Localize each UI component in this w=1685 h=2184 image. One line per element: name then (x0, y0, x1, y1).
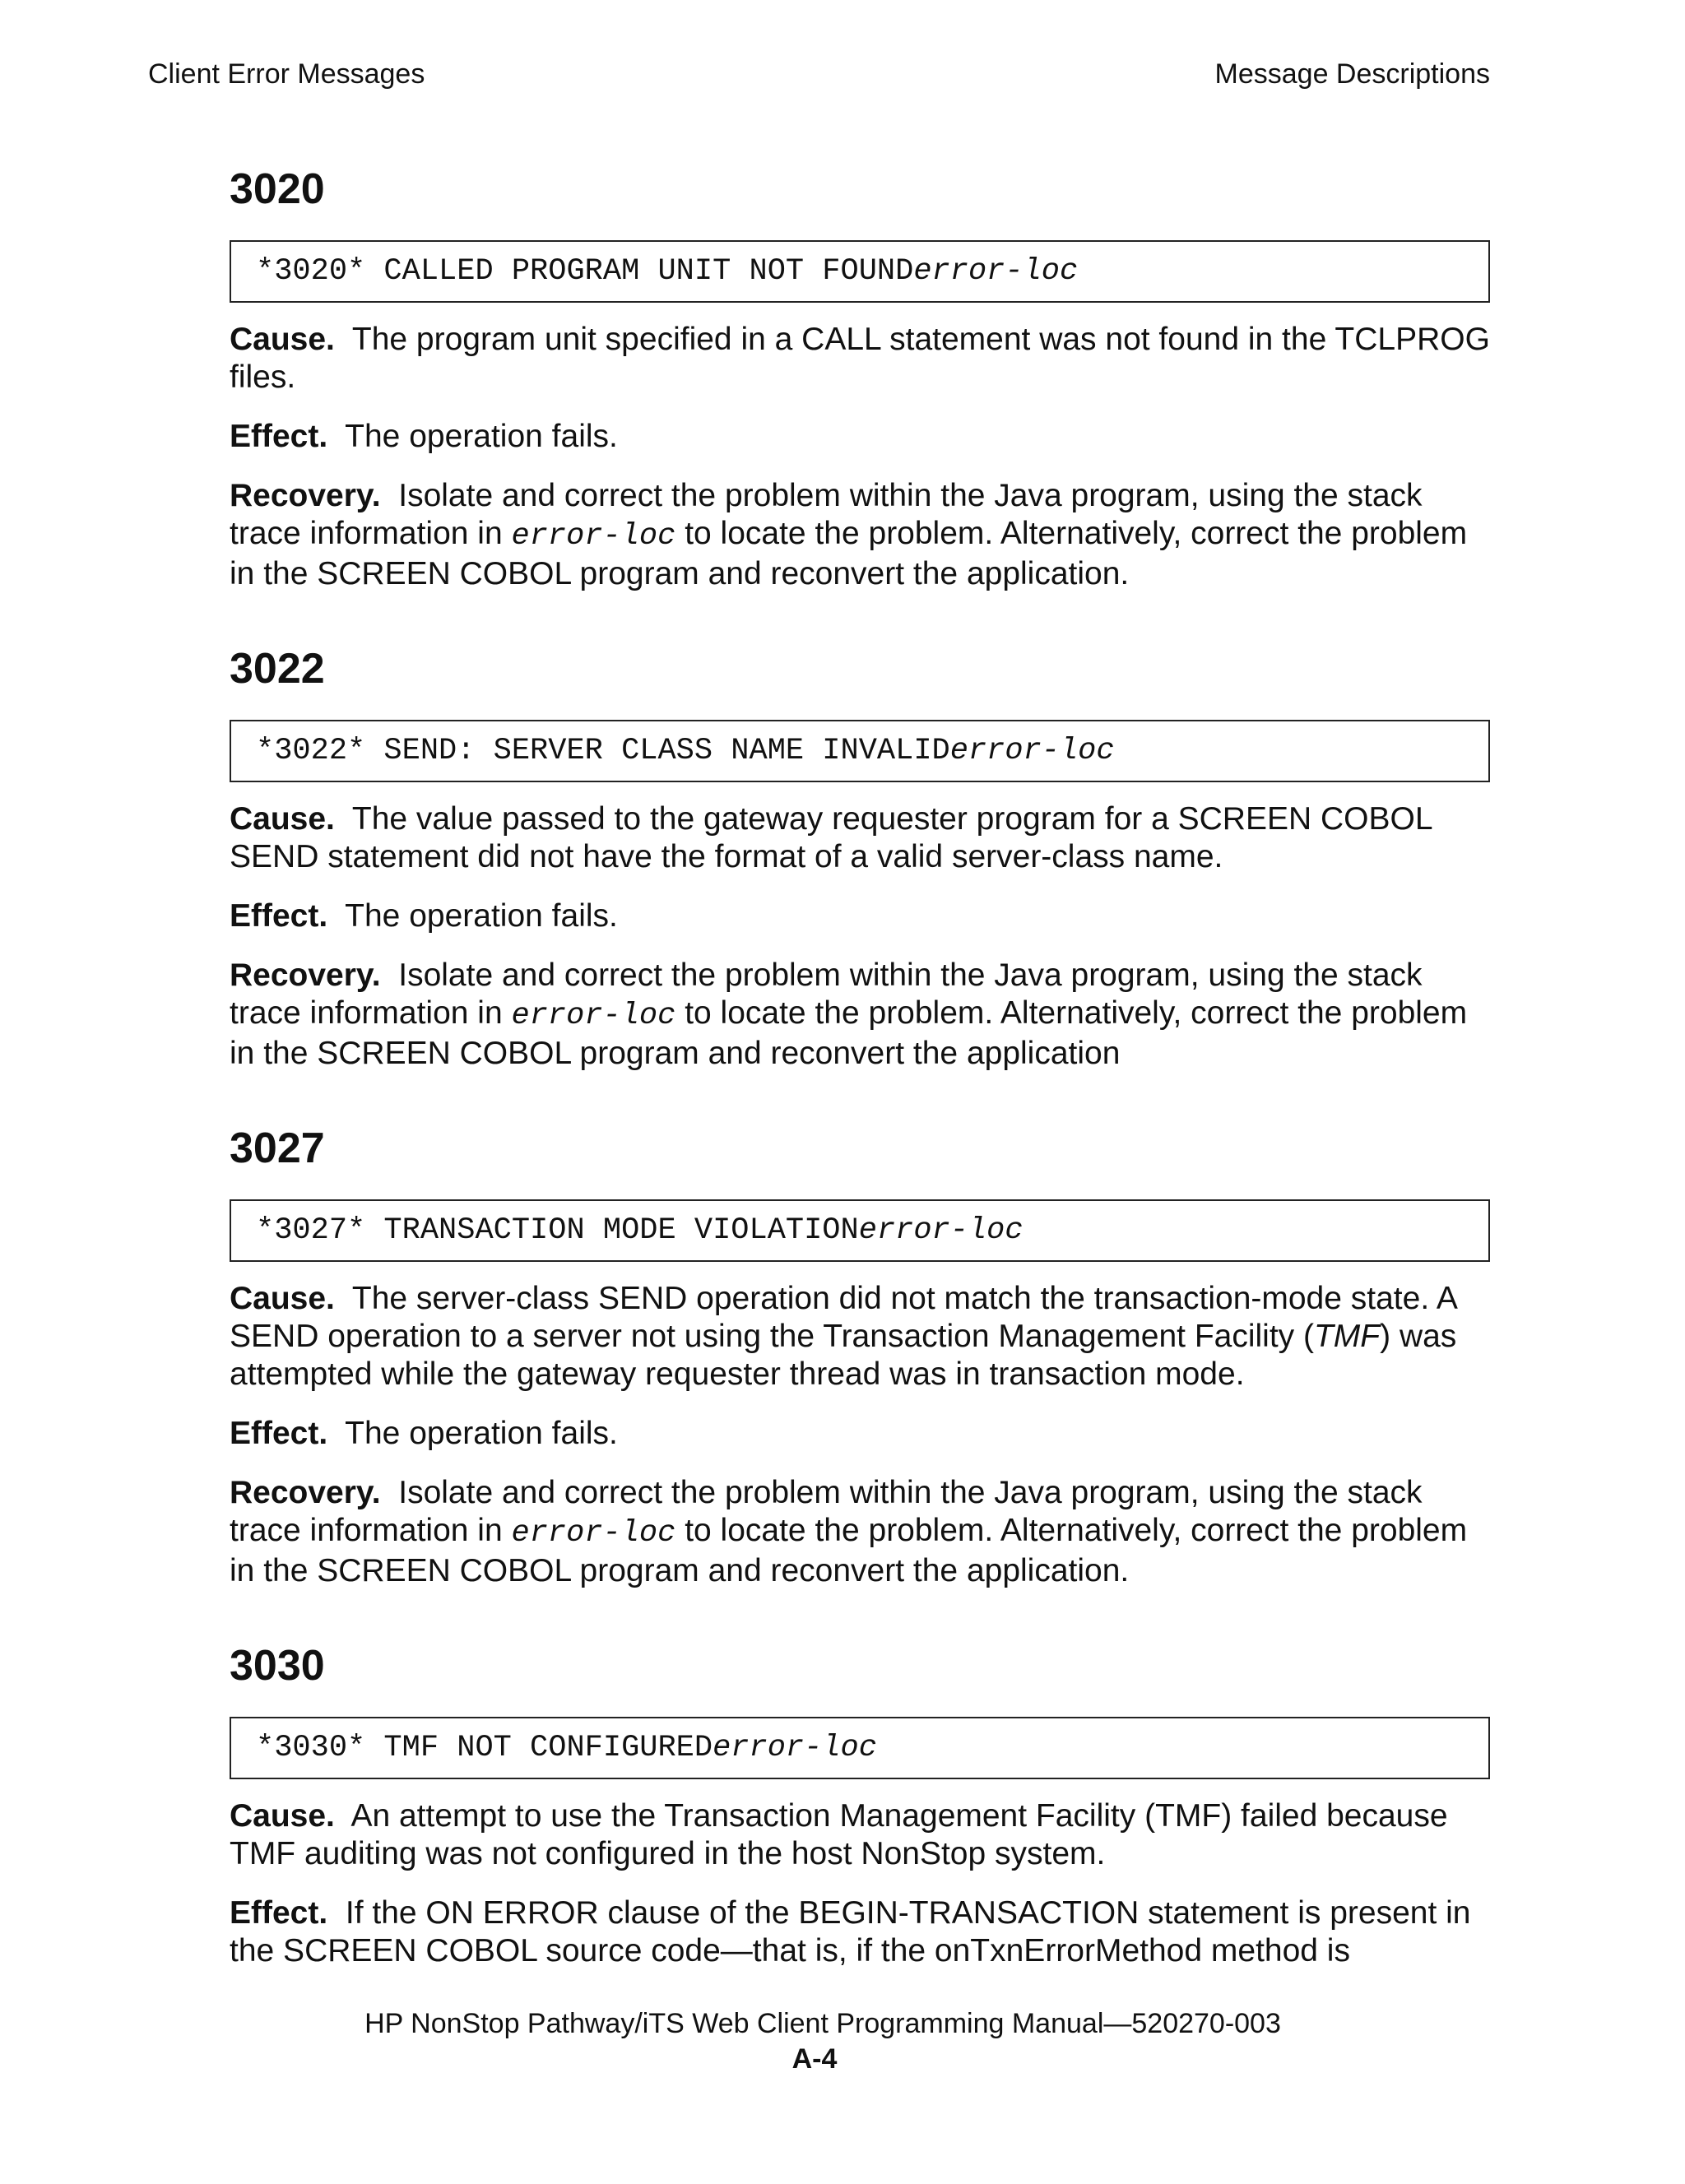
recovery-label: Recovery. (230, 958, 381, 993)
recovery-paragraph (230, 957, 1490, 1073)
cause-text: An attempt to use the Transaction Management Facility (TMF) failed because TMF auditing was not configured in the host NonStop system. (230, 1798, 1448, 1871)
cause-paragraph (230, 800, 1490, 876)
running-header-left: Client Error Messages (148, 58, 425, 90)
recovery-label: Recovery. (230, 1475, 381, 1510)
effect-paragraph (230, 1415, 1490, 1453)
message-code-text: *3022* SEND: SERVER CLASS NAME INVALID (256, 734, 950, 768)
recovery-paragraph (230, 477, 1490, 593)
cause-text-start: The server-class SEND operation did not match the transaction-mode state. A SEND operation to a server not using the Transaction Management Facility ( (230, 1281, 1456, 1354)
message-code-param: error-loc (913, 254, 1079, 289)
effect-text: If the ON ERROR clause of the BEGIN-TRANSACTION statement is present in the SCREEN COBOL source code—that is, if the onTxnErrorMethod method is (230, 1895, 1471, 1968)
cause-paragraph (230, 1280, 1490, 1393)
effect-label: Effect. (230, 898, 328, 934)
recovery-text-start: Isolate and correct the problem within the Java program, using the stack trace information in (230, 478, 1423, 551)
cause-paragraph (230, 321, 1490, 396)
cause-text-italic: TMF (1313, 1319, 1381, 1354)
recovery-text-start: Isolate and correct the problem within the Java program, using the stack trace information in (230, 958, 1423, 1031)
effect-paragraph (230, 897, 1490, 935)
recovery-code-ref: error-loc (511, 519, 676, 554)
message-code-param: error-loc (858, 1213, 1024, 1248)
effect-label: Effect. (230, 1416, 328, 1451)
cause-label: Cause. (230, 322, 335, 357)
cause-paragraph (230, 1797, 1490, 1873)
message-code-text: *3027* TRANSACTION MODE VIOLATION (256, 1213, 859, 1248)
message-3020-section (230, 165, 1490, 593)
recovery-text-start: Isolate and correct the problem within the Java program, using the stack trace information in (230, 1475, 1423, 1548)
message-number-heading: 3020 (230, 165, 325, 213)
message-3022-section (230, 644, 1490, 1073)
message-3027-section (230, 1124, 1490, 1590)
cause-text: The value passed to the gateway requester program for a SCREEN COBOL SEND statement did not have the format of a valid server-class name. (230, 801, 1432, 874)
footer-manual-title: HP NonStop Pathway/iTS Web Client Programming Manual—520270-003 (364, 2008, 1281, 2039)
recovery-code-ref: error-loc (511, 999, 676, 1033)
cause-label: Cause. (230, 801, 335, 837)
message-code-box (230, 720, 1490, 782)
effect-paragraph (230, 1894, 1490, 1970)
message-code-box (230, 1199, 1490, 1262)
message-code-param: error-loc (713, 1731, 877, 1765)
message-code-param: error-loc (949, 734, 1115, 768)
cause-label: Cause. (230, 1798, 335, 1834)
recovery-text-end: to locate the problem. Alternatively, correct the problem in the SCREEN COBOL program and reconvert the application. (230, 516, 1468, 591)
message-number-heading: 3030 (230, 1642, 325, 1690)
effect-text: The operation fails. (345, 1416, 618, 1451)
recovery-paragraph (230, 1474, 1490, 1590)
message-3030-section (230, 1641, 1490, 1970)
message-code-box (230, 240, 1490, 303)
cause-text-end: ) was attempted while the gateway requester thread was in transaction mode. (230, 1319, 1457, 1392)
recovery-text-end: to locate the problem. Alternatively, correct the problem in the SCREEN COBOL program and reconvert the application (230, 995, 1468, 1071)
message-code-box (230, 1717, 1490, 1779)
recovery-label: Recovery. (230, 478, 381, 513)
message-code-text: *3020* CALLED PROGRAM UNIT NOT FOUND (256, 254, 914, 289)
effect-label: Effect. (230, 419, 328, 454)
page-body (230, 165, 1490, 1992)
running-header-right: Message Descriptions (1214, 58, 1490, 90)
message-code-text: *3030* TMF NOT CONFIGURED (256, 1731, 713, 1765)
recovery-text-end: to locate the problem. Alternatively, correct the problem in the SCREEN COBOL program and reconvert the application. (230, 1513, 1468, 1588)
effect-text: The operation fails. (345, 898, 618, 934)
effect-label: Effect. (230, 1895, 328, 1931)
effect-text: The operation fails. (345, 419, 618, 454)
message-number-heading: 3022 (230, 645, 325, 693)
recovery-code-ref: error-loc (511, 1516, 676, 1551)
page-number: A-4 (791, 2043, 838, 2075)
message-number-heading: 3027 (230, 1124, 325, 1172)
cause-text: The program unit specified in a CALL statement was not found in the TCLPROG files. (230, 322, 1490, 395)
cause-label: Cause. (230, 1281, 335, 1316)
effect-paragraph (230, 418, 1490, 456)
